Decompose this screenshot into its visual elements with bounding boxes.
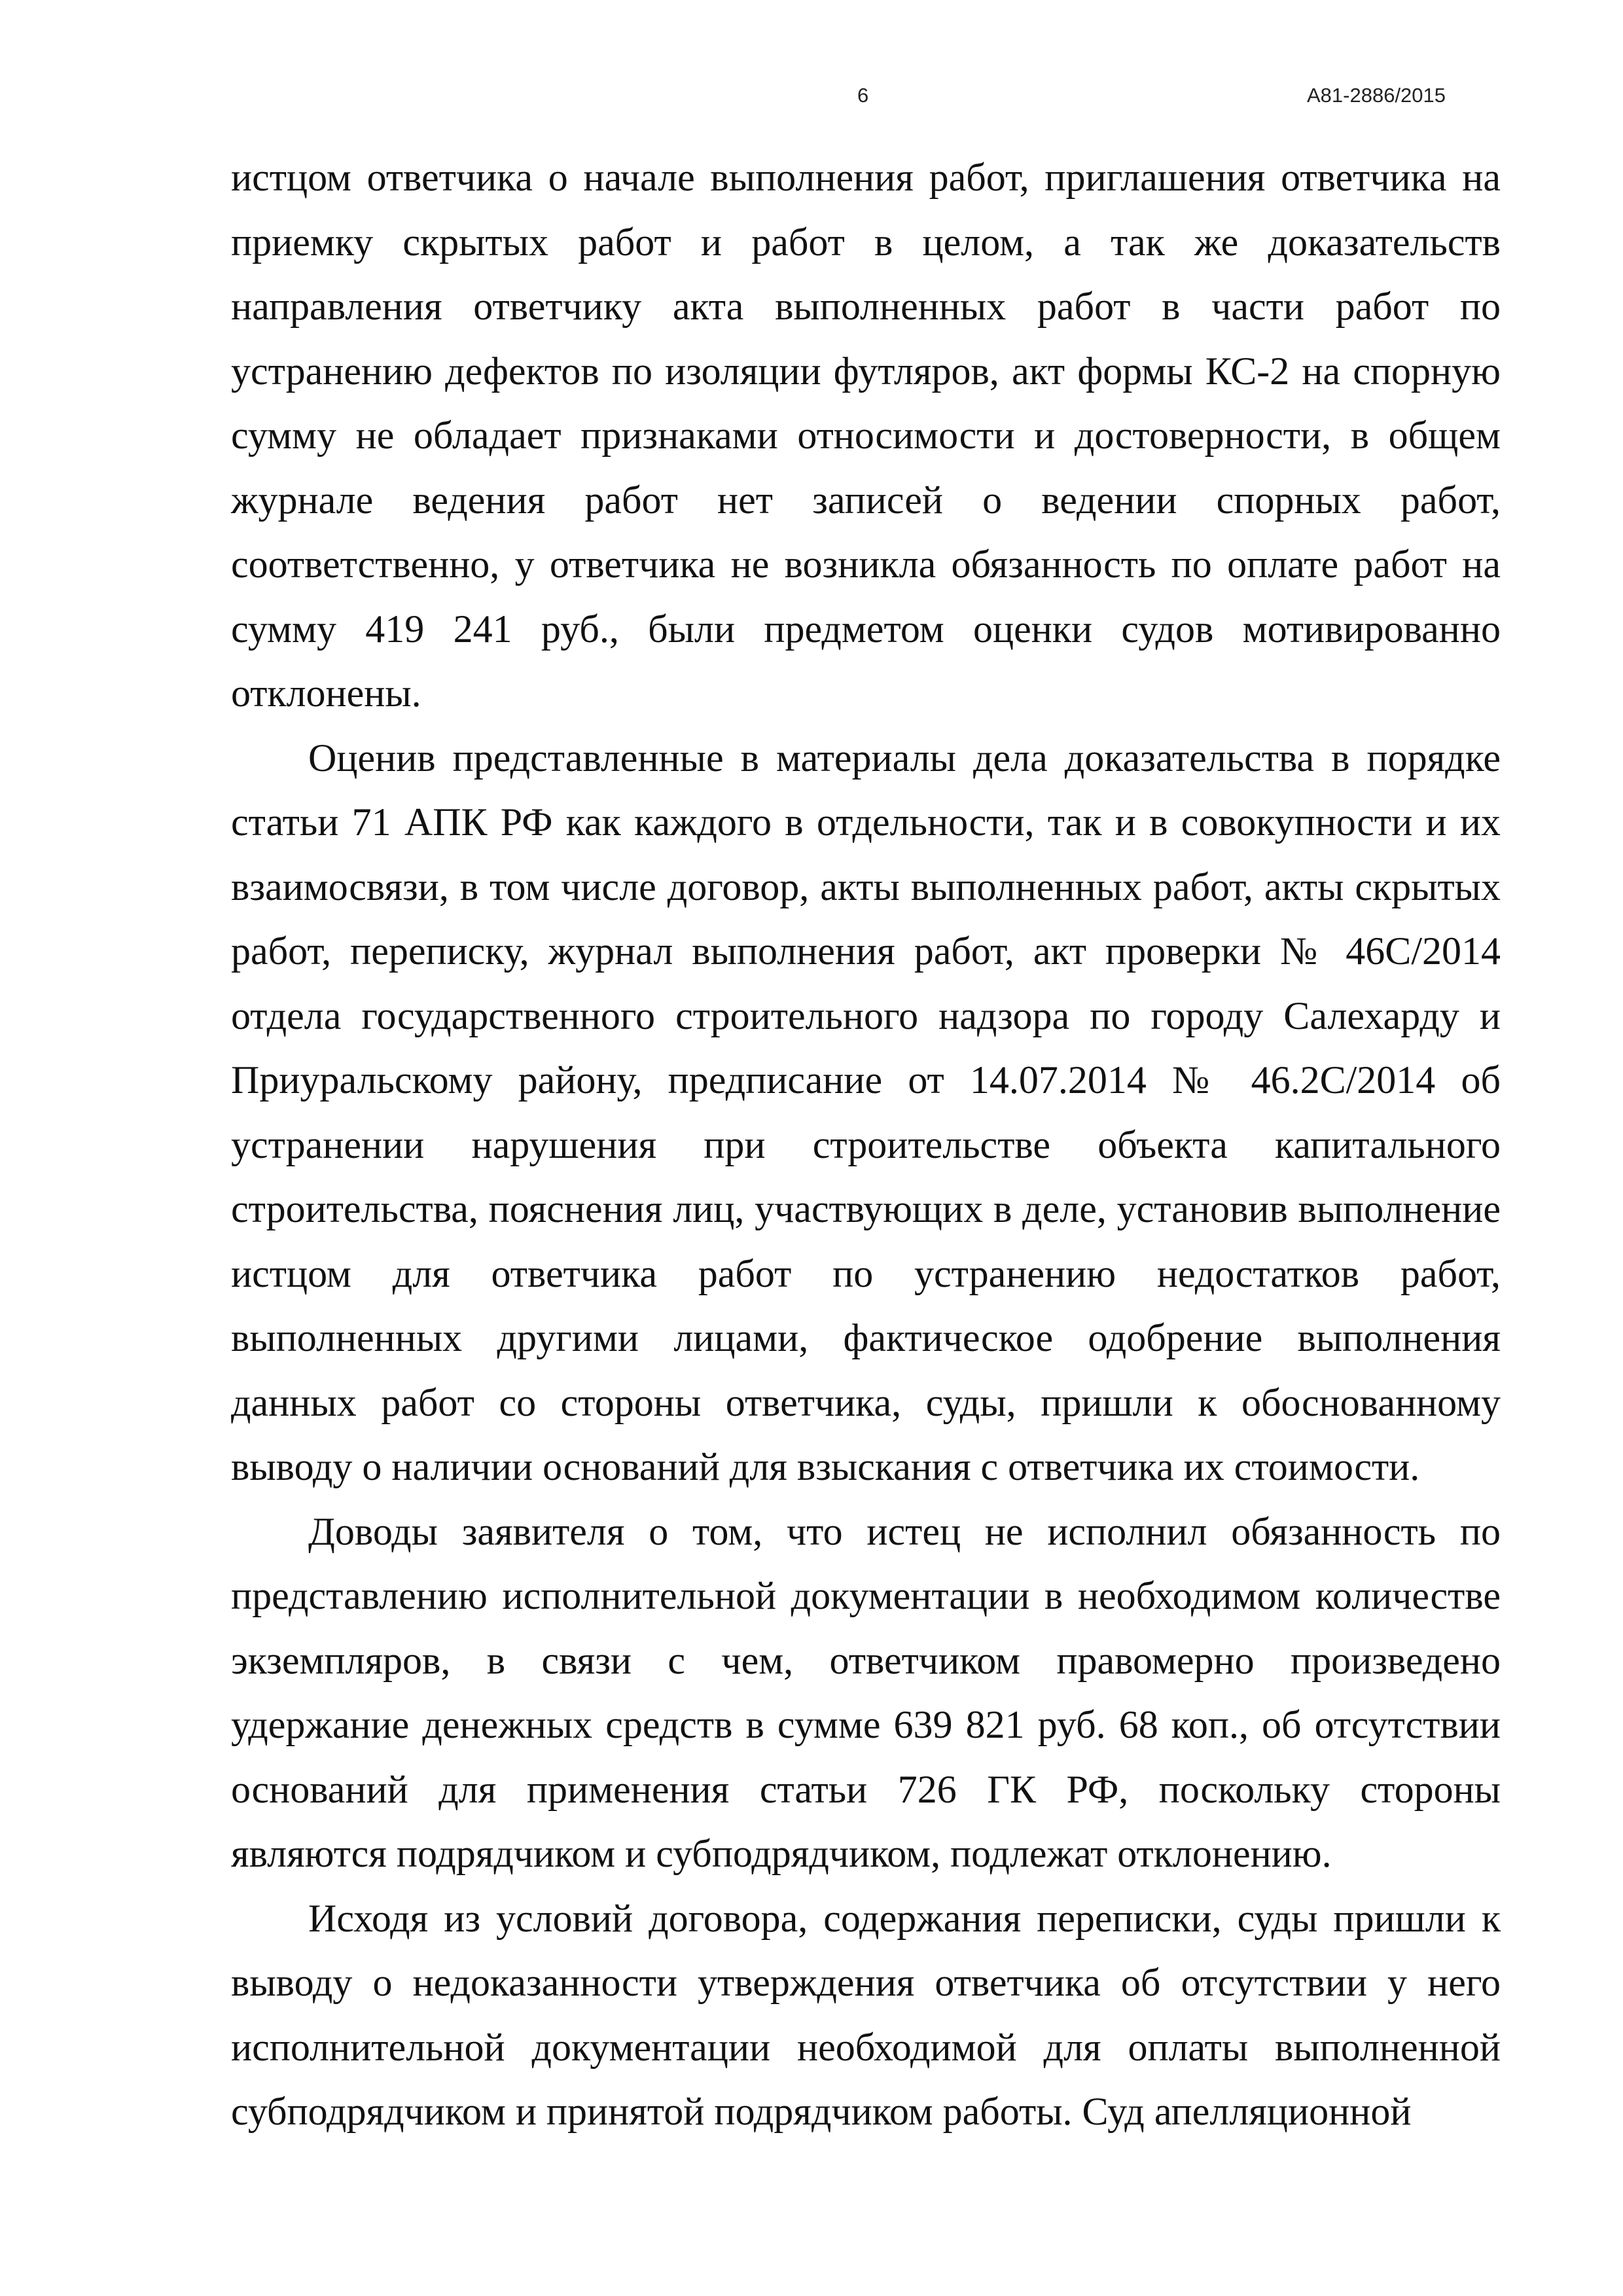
paragraph-applicant-arguments: Доводы заявителя о том, что истец не исполнил обязанность по представлению исполнительной документации в необходимом количестве экземпляров, в связи с чем, ответчиком правомерно произведено удержание денежных средств в сумме 639 821 руб. 68 коп., об отсутствии оснований для применения статьи 726 ГК РФ, поскольку стороны являются подрядчиком и субподрядчиком, подлежат отклонению. xyxy=(231,1509,1501,1875)
paragraph-evidence-assessment: Оценив представленные в материалы дела доказательства в порядке статьи 71 АПК РФ как каждого в отдельности, так и в совокупности и их взаимосвязи, в том числе договор, акты выполненных работ, акты скрытых работ, переписку, журнал выполнения работ, акт проверки № 46С/2014 отдела государственного строительного надзора по городу Салехарду и Приуральскому району, предписание от 14.07.2014 № 46.2С/2014 об устранении нарушения при строительстве объекта капитального строительства, пояснения лиц, участвующих в деле, установив выполнение истцом для ответчика работ по устранению недостатков работ, выполненных другими лицами, фактическое одобрение выполнения данных работ со стороны ответчика, суды, пришли к обоснованному выводу о наличии оснований для взыскания с ответчика их стоимости. xyxy=(231,736,1501,1488)
document-body xyxy=(231,145,1501,2144)
paragraph-contract-conditions: Исходя из условий договора, содержания переписки, суды пришли к выводу о недоказанности утверждения ответчика об отсутствии у него исполнительной документации необходимой для оплаты выполненной субподрядчиком и принятой подрядчиком работы. Суд апелляционной xyxy=(231,1896,1501,2133)
paragraph-continuation: истцом ответчика о начале выполнения работ, приглашения ответчика на приемку скрытых работ и работ в целом, а так же доказательств направления ответчику акта выполненных работ в части работ по устранению дефектов по изоляции футляров, акт формы КС-2 на спорную сумму не обладает признаками относимости и достоверности, в общем журнале ведения работ нет записей о ведении спорных работ, соответственно, у ответчика не возникла обязанность по оплате работ на сумму 419 241 руб., были предметом оценки судов мотивированно отклонены. xyxy=(231,156,1501,715)
page-header xyxy=(0,84,1623,117)
case-number: А81-2886/2015 xyxy=(1307,84,1446,107)
page-number: 6 xyxy=(857,84,869,107)
